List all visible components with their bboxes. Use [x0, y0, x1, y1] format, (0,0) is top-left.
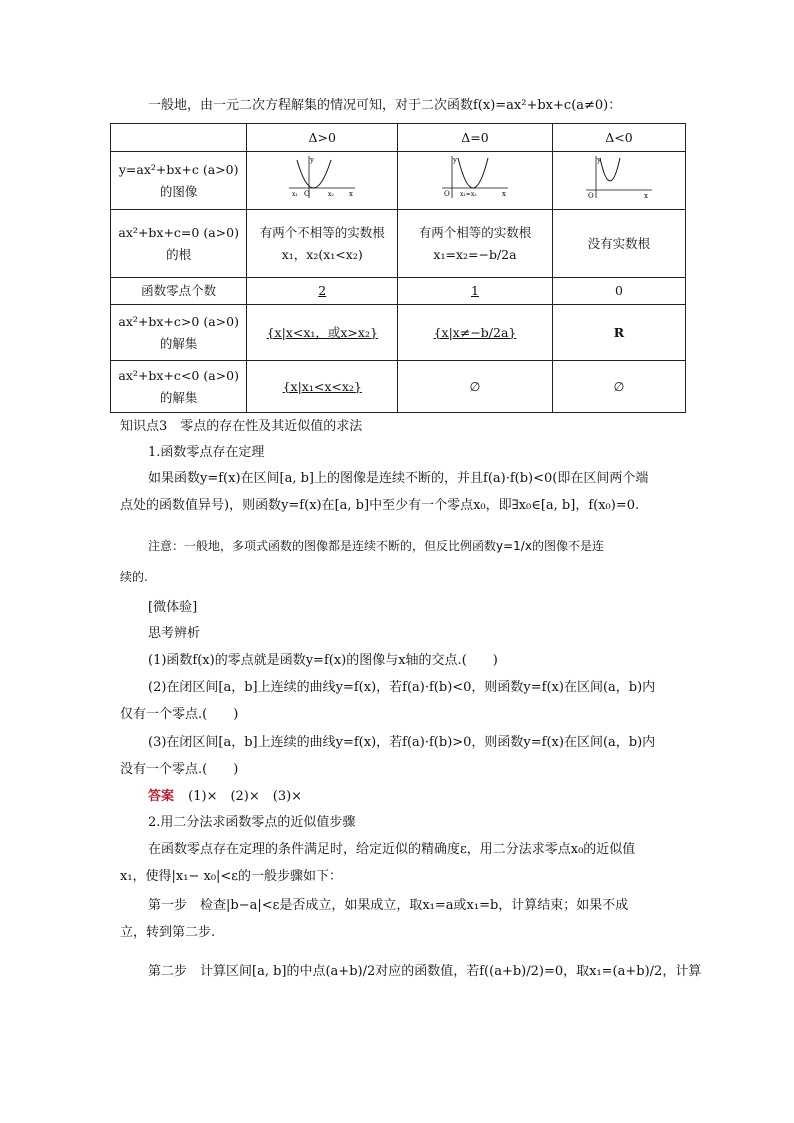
row-label-graph: y=ax²+bx+c (a>0)的图像 [111, 152, 247, 210]
subsection2-title: 2.用二分法求函数零点的近似值步骤 [148, 815, 356, 830]
question-2-line-2: 仅有一个零点.( ) [120, 707, 239, 722]
header-delta-zero: Δ=0 [398, 124, 553, 152]
row-label-lt-solution: ax²+bx+c<0 (a>0)的解集 [111, 361, 247, 413]
question-3-line-1: (3)在闭区间[a，b]上连续的曲线y=f(x)，若f(a)·f(b)>0，则函数y=f(x)在区间(a，b)内 [148, 735, 656, 750]
table-row-lt-solution [111, 361, 686, 413]
question-2-line-1: (2)在闭区间[a，b]上连续的曲线y=f(x)，若f(a)·f(b)<0，则函数y=f(x)在区间(a，b)内 [148, 680, 656, 695]
graph2-label-o: O [443, 190, 450, 198]
note-line-2: 续的. [120, 570, 148, 584]
parabola-two-roots-graph [287, 154, 357, 200]
table-row-graphs [111, 152, 686, 210]
note-line-1: 注意：一般地，多项式函数的图像都是连续不断的，但反比例函数y=1/x的图像不是连 [148, 539, 604, 553]
row-label-zero-count: 函数零点个数 [111, 278, 247, 305]
answer-line [148, 787, 302, 807]
graph3-label-x: x [643, 192, 648, 200]
cell-gt-no-root: R [552, 305, 685, 361]
cell-roots-none: 没有实数根 [552, 210, 685, 278]
micro-experience-label: [微体验] [148, 600, 198, 615]
table-row-zero-count [111, 278, 686, 305]
step1-line-1: 第一步 检查|b−a|<ε是否成立，如果成立，取x₁=a或x₁=b，计算结束；如果不成 [148, 898, 629, 913]
cell-lt-one-root: ∅ [398, 361, 553, 413]
table-header-row [111, 124, 686, 152]
table-row-roots [111, 210, 686, 278]
row-label-roots: ax²+bx+c=0 (a>0)的根 [111, 210, 247, 278]
bisection-paragraph-1: 在函数零点存在定理的条件满足时，给定近似的精确度ε，用二分法求零点x₀的近似值 [148, 842, 636, 857]
graph-label-y: y [310, 156, 315, 164]
intro-text: 一般地，由一元二次方程解集的情况可知，对于二次函数f(x)=ax²+bx+c(a≠0)： [148, 98, 622, 113]
cell-lt-two-roots: {x|x₁<x<x₂} [247, 361, 398, 413]
bisection-paragraph-2: x₁，使得|x₁− x₀|<ε的一般步骤如下： [120, 869, 343, 884]
quadratic-summary-table [110, 123, 686, 413]
graph2-label-y: y [452, 156, 457, 164]
header-delta-positive: Δ>0 [247, 124, 398, 152]
graph-label-o: O [304, 190, 310, 198]
cell-gt-one-root: {x|x≠−b/2a} [398, 305, 553, 361]
cell-gt-two-roots: {x|x<x₁，或x>x₂} [247, 305, 398, 361]
step2-line-1: 第二步 计算区间[a, b]的中点(a+b)/2对应的函数值，若f((a+b)/2)=0，取x₁=(a+b)/2，计算 [148, 964, 702, 979]
graph-one-root [398, 152, 553, 210]
question-1: (1)函数f(x)的零点就是函数y=f(x)的图像与x轴的交点.( ) [148, 653, 498, 668]
graph3-label-o: O [587, 192, 594, 200]
cell-count-1: 1 [398, 278, 553, 305]
graph-label-x2: x₂ [328, 191, 335, 198]
header-cell-empty [111, 124, 247, 152]
graph3-label-y: y [596, 156, 601, 164]
header-delta-negative: Δ<0 [552, 124, 685, 152]
cell-count-0: 0 [552, 278, 685, 305]
cell-count-2: 2 [247, 278, 398, 305]
question-3-line-2: 没有一个零点.( ) [120, 762, 239, 777]
cell-roots-two: 有两个不相等的实数根x₁，x₂(x₁<x₂) [247, 210, 398, 278]
parabola-no-root-graph [584, 154, 654, 200]
graph2-label-x12: x₁=x₂ [459, 191, 477, 198]
row-label-gt-solution: ax²+bx+c>0 (a>0)的解集 [111, 305, 247, 361]
theorem-paragraph-1: 如果函数y=f(x)在区间[a, b]上的图像是连续不断的，并且f(a)·f(b)<0(即在区间两个端 [148, 471, 649, 486]
graph-two-roots [247, 152, 398, 210]
cell-lt-no-root: ∅ [552, 361, 685, 413]
answer-label: 答案 [148, 789, 175, 804]
table-row-gt-solution [111, 305, 686, 361]
think-analyze-label: 思考辨析 [148, 626, 201, 641]
parabola-one-root-graph [440, 154, 510, 200]
answer-text: (1)× (2)× (3)× [188, 789, 303, 804]
graph2-label-x: x [501, 190, 506, 198]
cell-roots-one: 有两个相等的实数根x₁=x₂=−b/2a [398, 210, 553, 278]
graph-no-root [552, 152, 685, 210]
subsection1-title: 1.函数零点存在定理 [148, 445, 265, 460]
theorem-paragraph-2: 点处的函数值异号)，则函数y=f(x)在[a, b]中至少有一个零点x₀，即∃x₀∈[a, b]，f(x₀)=0. [120, 498, 640, 513]
step1-line-2: 立，转到第二步. [120, 925, 216, 940]
graph-label-x: x [349, 190, 354, 198]
section3-title: 知识点3 零点的存在性及其近似值的求法 [120, 419, 363, 434]
graph-label-x1: x₁ [292, 191, 299, 198]
